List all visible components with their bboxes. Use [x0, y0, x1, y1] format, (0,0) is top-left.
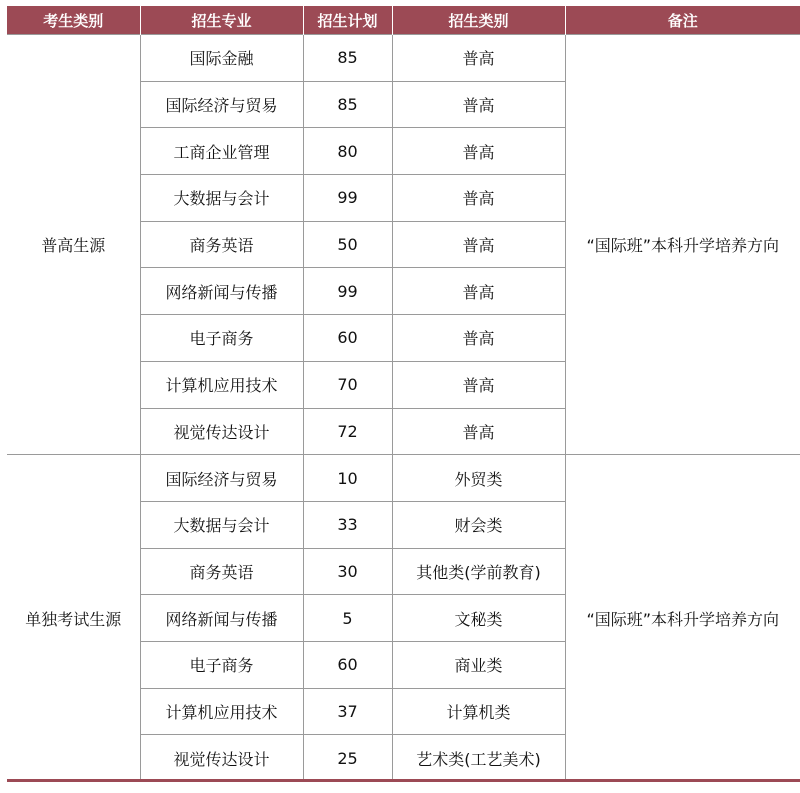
- major-cell: 网络新闻与传播: [140, 268, 303, 315]
- plan-cell: 99: [303, 268, 392, 315]
- enrollment-type-cell: 普高: [392, 35, 565, 82]
- major-cell: 电子商务: [140, 641, 303, 688]
- enrollment-type-cell: 其他类(学前教育): [392, 548, 565, 595]
- major-cell: 国际经济与贸易: [140, 455, 303, 502]
- plan-cell: 85: [303, 35, 392, 82]
- plan-cell: 33: [303, 501, 392, 548]
- plan-cell: 99: [303, 175, 392, 222]
- enrollment-type-cell: 普高: [392, 315, 565, 362]
- enrollment-type-cell: 普高: [392, 128, 565, 175]
- plan-cell: 72: [303, 408, 392, 455]
- enrollment-type-cell: 外贸类: [392, 455, 565, 502]
- enrollment-type-cell: 艺术类(工艺美术): [392, 735, 565, 782]
- major-cell: 商务英语: [140, 548, 303, 595]
- major-cell: 电子商务: [140, 315, 303, 362]
- header-remarks: 备注: [565, 6, 800, 35]
- enrollment-type-cell: 普高: [392, 221, 565, 268]
- plan-cell: 85: [303, 81, 392, 128]
- remarks-cell: “国际班”本科升学培养方向: [565, 35, 800, 455]
- plan-cell: 60: [303, 315, 392, 362]
- header-major: 招生专业: [140, 6, 303, 35]
- student-category-cell: 单独考试生源: [7, 455, 140, 782]
- plan-cell: 70: [303, 361, 392, 408]
- major-cell: 大数据与会计: [140, 501, 303, 548]
- enrollment-type-cell: 计算机类: [392, 688, 565, 735]
- major-cell: 计算机应用技术: [140, 361, 303, 408]
- student-category-cell: 普高生源: [7, 35, 140, 455]
- major-cell: 大数据与会计: [140, 175, 303, 222]
- plan-cell: 37: [303, 688, 392, 735]
- enrollment-plan-table: [7, 6, 800, 782]
- major-cell: 商务英语: [140, 221, 303, 268]
- table-row: [7, 35, 800, 82]
- enrollment-type-cell: 普高: [392, 408, 565, 455]
- enrollment-type-cell: 文秘类: [392, 595, 565, 642]
- major-cell: 视觉传达设计: [140, 408, 303, 455]
- major-cell: 国际金融: [140, 35, 303, 82]
- table-row: [7, 455, 800, 502]
- major-cell: 国际经济与贸易: [140, 81, 303, 128]
- header-student-category: 考生类别: [7, 6, 140, 35]
- major-cell: 视觉传达设计: [140, 735, 303, 782]
- plan-cell: 50: [303, 221, 392, 268]
- plan-cell: 80: [303, 128, 392, 175]
- plan-cell: 5: [303, 595, 392, 642]
- plan-cell: 60: [303, 641, 392, 688]
- table-bottom-rule: [7, 779, 800, 782]
- plan-cell: 25: [303, 735, 392, 782]
- enrollment-type-cell: 普高: [392, 361, 565, 408]
- enrollment-type-cell: 普高: [392, 81, 565, 128]
- enrollment-type-cell: 普高: [392, 175, 565, 222]
- major-cell: 计算机应用技术: [140, 688, 303, 735]
- header-enrollment-type: 招生类别: [392, 6, 565, 35]
- table-body: [7, 35, 800, 782]
- plan-cell: 30: [303, 548, 392, 595]
- plan-cell: 10: [303, 455, 392, 502]
- enrollment-type-cell: 普高: [392, 268, 565, 315]
- major-cell: 网络新闻与传播: [140, 595, 303, 642]
- remarks-cell: “国际班”本科升学培养方向: [565, 455, 800, 782]
- header-enrollment-plan: 招生计划: [303, 6, 392, 35]
- enrollment-type-cell: 商业类: [392, 641, 565, 688]
- table-header-row: [7, 6, 800, 35]
- enrollment-type-cell: 财会类: [392, 501, 565, 548]
- major-cell: 工商企业管理: [140, 128, 303, 175]
